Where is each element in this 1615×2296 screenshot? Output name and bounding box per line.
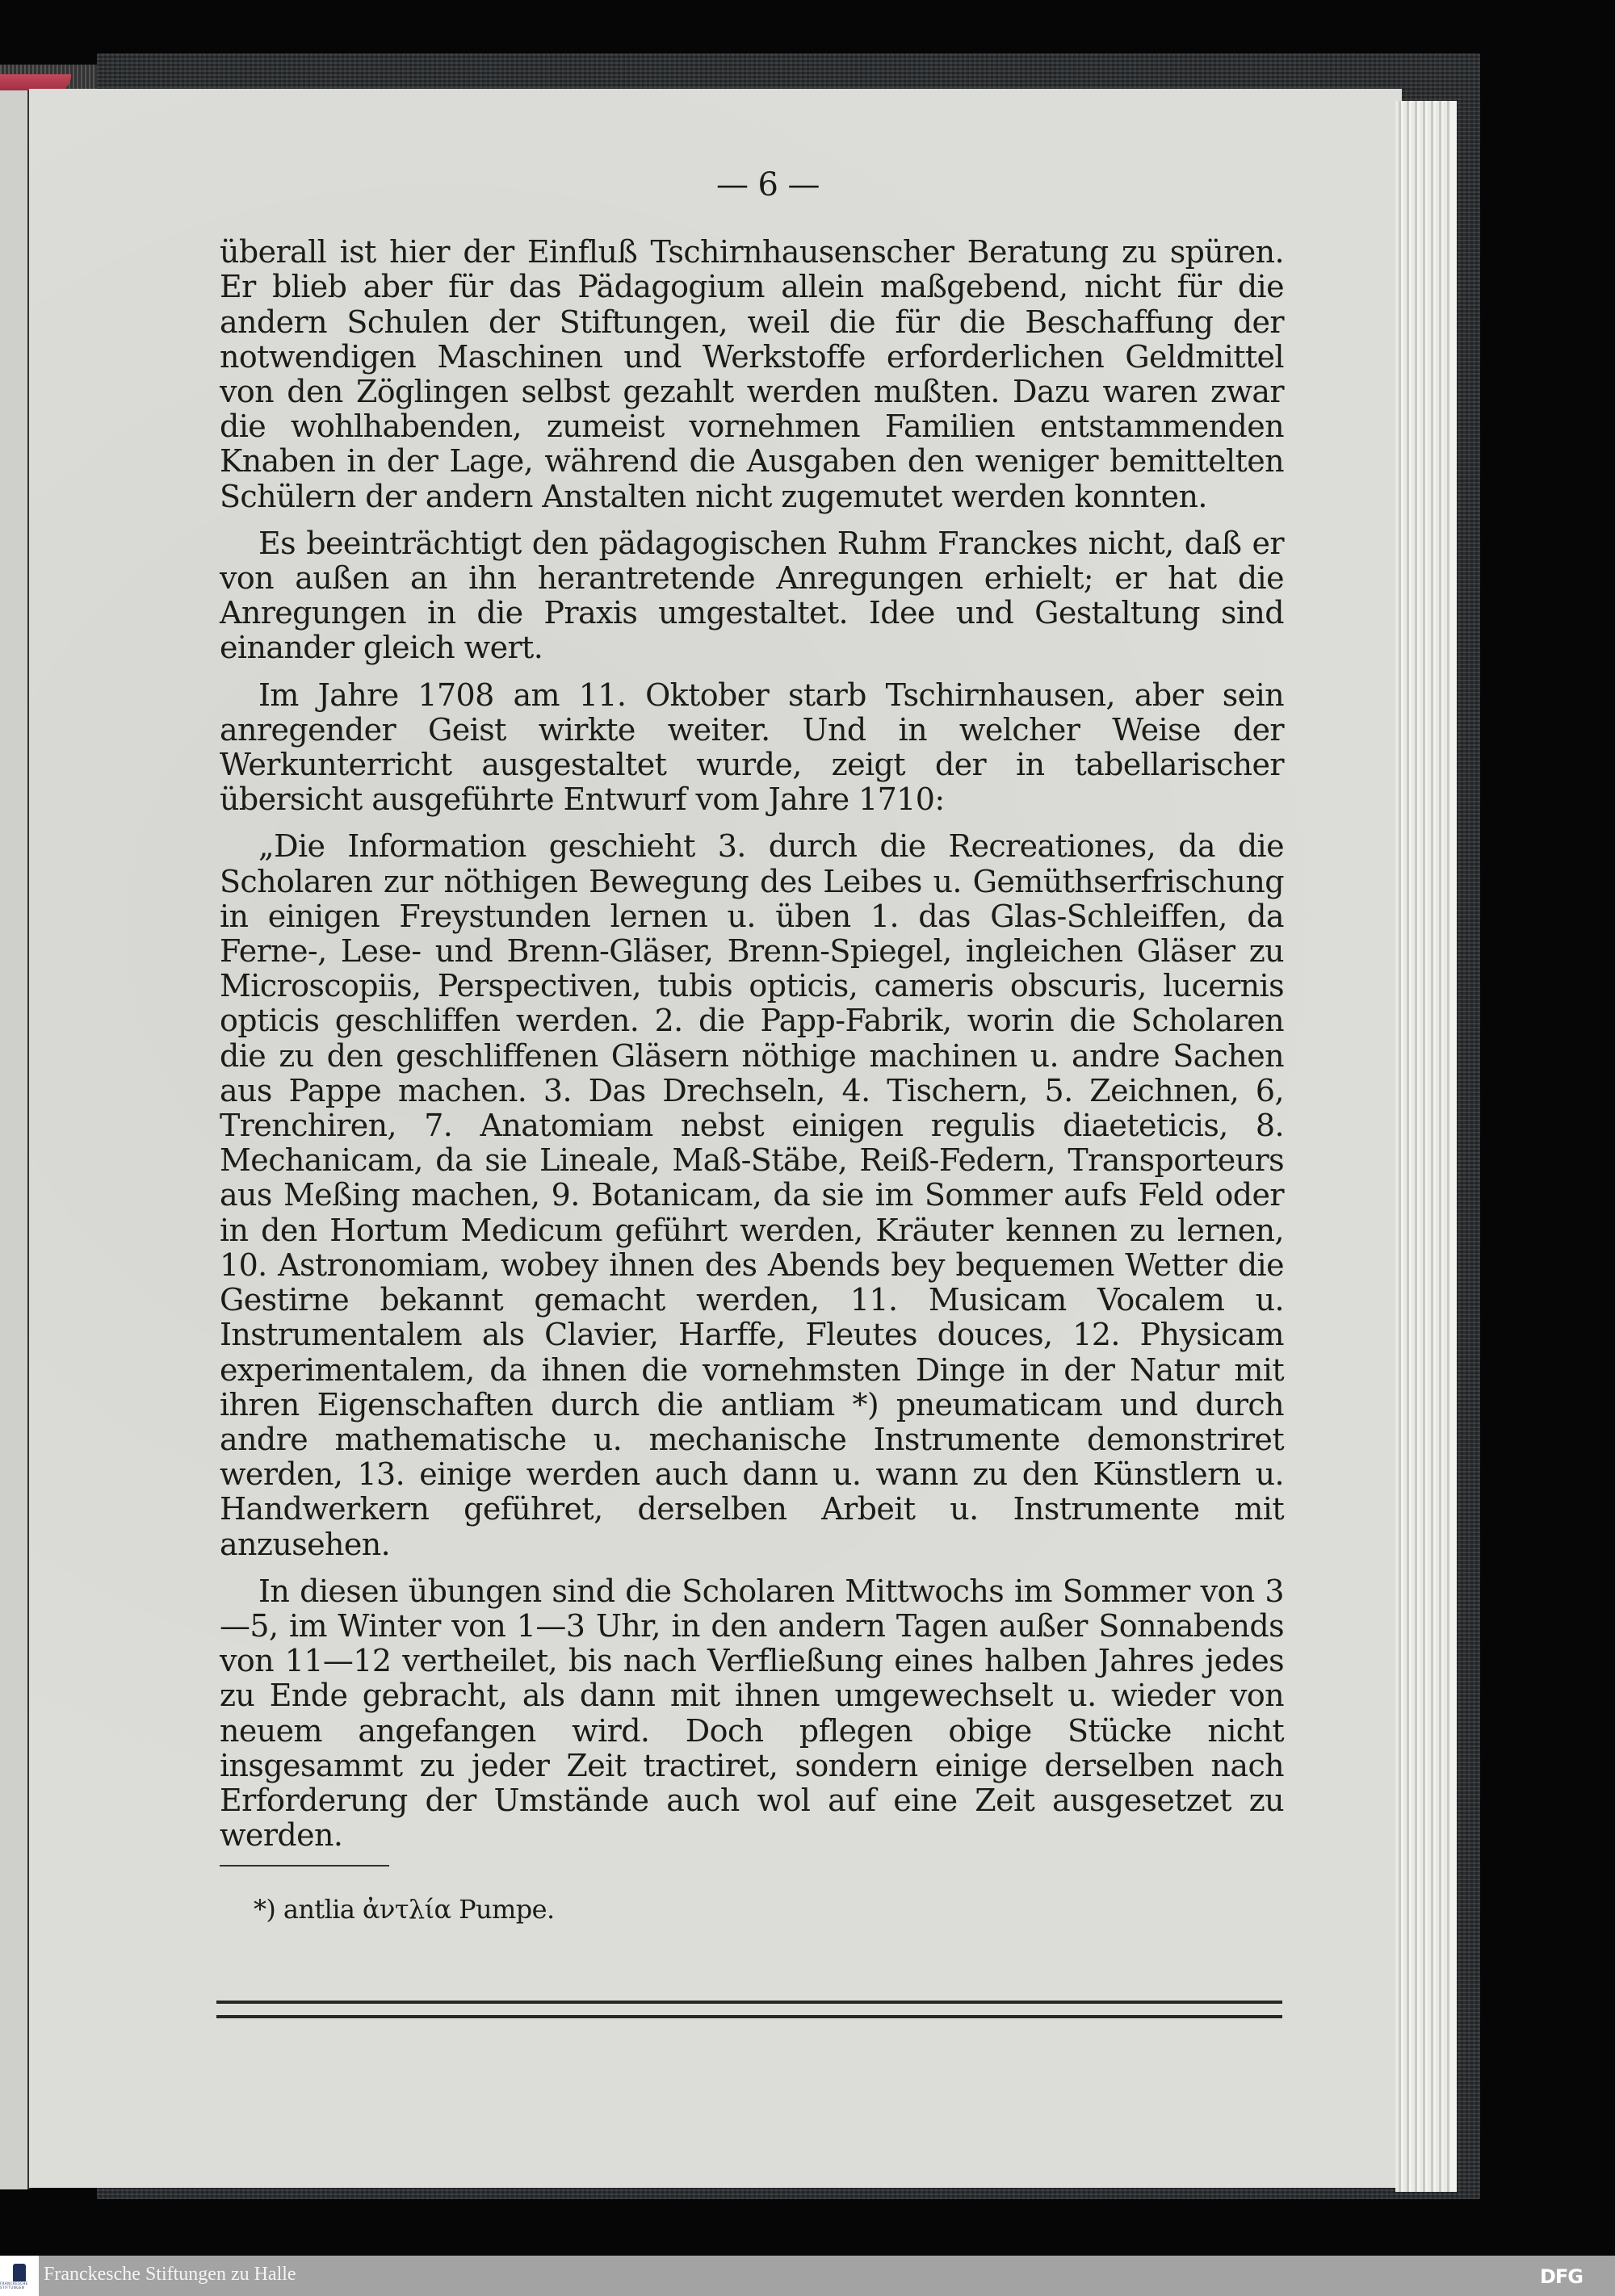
page-stack-edges <box>1395 101 1457 2192</box>
institution-name[interactable]: Franckesche Stiftungen zu Halle <box>44 2264 296 2285</box>
footnote: *) antlia ἀντλία Pumpe. <box>254 1894 555 1925</box>
page-number: — 6 — <box>716 166 820 203</box>
footer-bar <box>0 2256 1615 2296</box>
institution-logo[interactable] <box>0 2256 39 2296</box>
paragraph-1: überall ist hier der Einfluß Tschirnhausenscher Beratung zu spüren. Er blieb aber für das Pädagogium allein maßgebend, nicht für die andern Schulen der Stiftungen, weil die für die Beschaffung der notwendigen Maschinen und Werkstoffe erforderlichen Geldmittel von den Zöglingen selbst gezahlt werden mußten. Dazu waren zwar die wohlhabenden, zumeist vornehmen Familien entstammenden Knaben in der Lage, während die Ausgaben den weniger bemittelten Schülern der andern Anstalten nicht zugemutet werden konnten. <box>220 234 1284 514</box>
paragraph-5: In diesen übungen sind die Scholaren Mittwochs im Sommer von 3—5, im Winter von 1—3 Uhr, in den andern Tagen außer Sonnabends von 11—12 vertheilet, bis nach Verfließung eines halben Jahres jedes zu Ende gebracht, als dann mit ihnen umgewechselt u. wieder von neuem angefangen wird. Doch pflegen obige Stücke nicht insgesammt zu jeder Zeit tractiret, sondern einige derselben nach Erforderung der Umstände auch wol auf eine Zeit ausgesetzet zu werden. <box>220 1573 1284 1854</box>
paragraph-3: Im Jahre 1708 am 11. Oktober starb Tschirnhausen, aber sein anregender Geist wirkte weiter. Und in welcher Weise der Werkunterricht ausgestaltet wurde, zeigt der in tabellarischer übersicht ausgeführte Entwurf vom Jahre 1710: <box>220 677 1284 818</box>
facing-page-edge <box>0 90 30 2189</box>
footnote-divider <box>220 1865 389 1867</box>
statue-icon <box>13 2264 26 2281</box>
page-text-block <box>220 168 1284 1954</box>
paragraph-2: Es beeinträchtigt den pädagogischen Ruhm Franckes nicht, daß er von außen an ihn herantretende Anregungen erhielt; er hat die Anregungen in die Praxis umgestaltet. Idee und Gestaltung sind einander gleich wert. <box>220 525 1284 666</box>
end-double-rule <box>216 2001 1282 2018</box>
quotation-1710: „Die Information geschieht 3. durch die Recreationes, da die Scholaren zur nöthigen Bewegung des Leibes u. Gemüthserfrischung in einigen Freystunden lernen u. üben 1. das Glas-Schleiffen, da Ferne-, Lese- und Brenn-Gläser, Brenn-Spiegel, ingleichen Gläser zu Microscopiis, Perspectiven, tubis opticis, cameris obscuris, lucernis opticis geschliffen werden. 2. die Papp-Fabrik, worin die Scholaren die zu den geschliffenen Gläsern nöthige machinen u. andre Sachen aus Pappe machen. 3. Das Drechseln, 4. Tischern, 5. Zeichnen, 6, Trenchiren, 7. Anatomiam nebst einigen regulis diaeteticis, 8. Mechanicam, da sie Lineale, Maß-Stäbe, Reiß-Federn, Transporteurs aus Meßing machen, 9. Botanicam, da sie im Sommer aufs Feld oder in den Hortum Medicum geführt werden, Kräuter kennen zu lernen, 10. Astronomiam, wobey ihnen des Abends bey bequemen Wetter die Gestirne bekannt gemacht werden, 11. Musicam Vocalem u. Instrumentalem als Clavier, Harffe, Fleutes douces, 12. Physicam experimentalem, da ihnen die vornehmsten Dinge in der Natur mit ihren Eigenschaften durch die antliam *) pneumaticam und durch andre mathematische u. mechanische Instrumente demonstriret werden, 13. einige werden auch dann u. wann zu den Künstlern u. Handwerkern geführet, derselben Arbeit u. Instrumente mit anzusehen. <box>220 828 1284 1562</box>
logo-text: FRANCKESCHE STIFTUNGEN <box>0 2281 28 2290</box>
dfg-logo[interactable]: DFG <box>1539 2265 1583 2288</box>
